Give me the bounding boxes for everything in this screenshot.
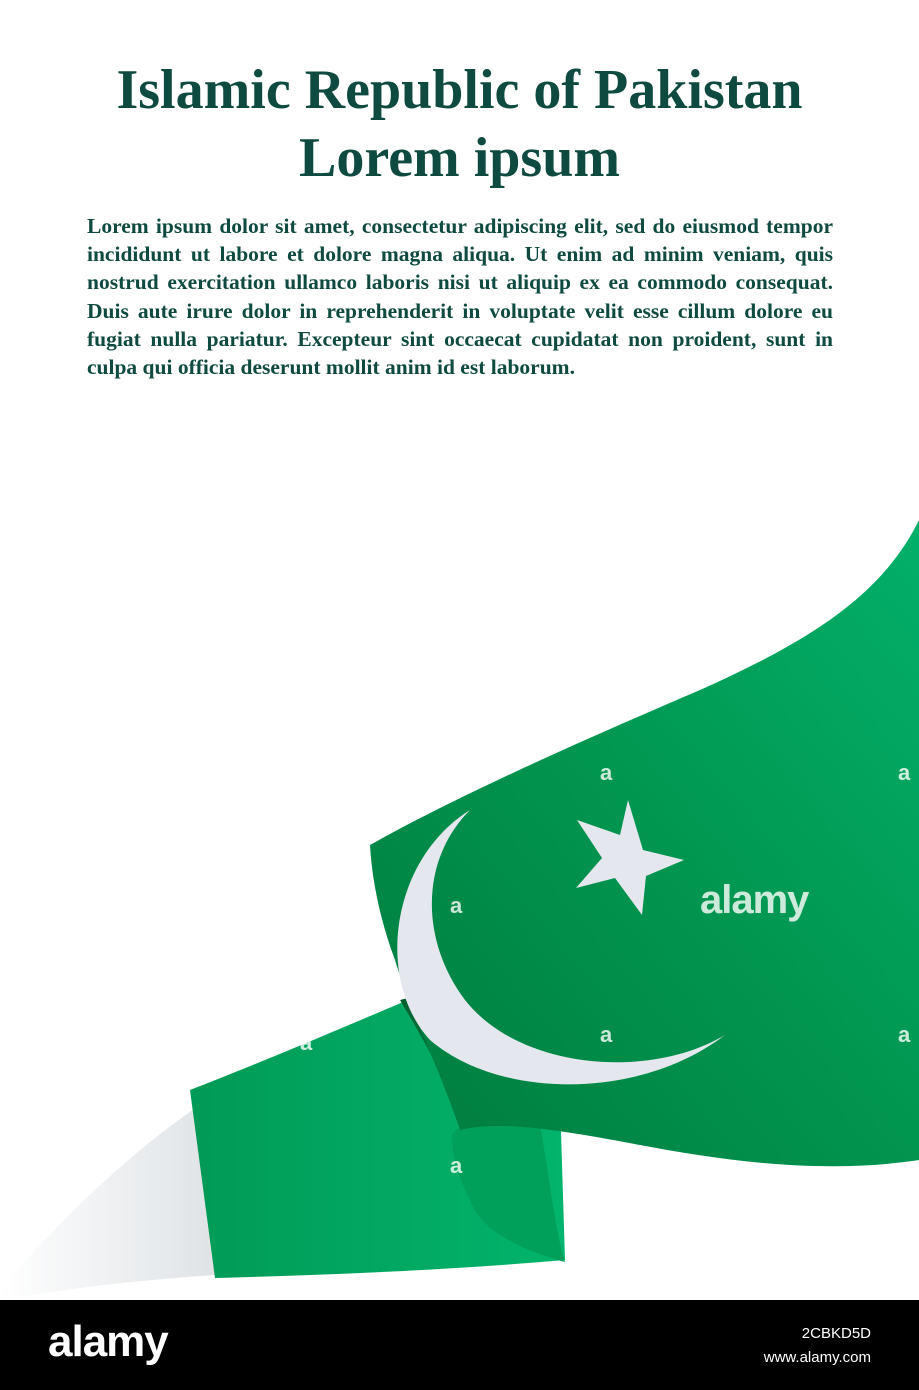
watermark-a-4: a: [600, 1022, 613, 1047]
alamy-logo: alamy: [48, 1317, 168, 1366]
site-url: www.alamy.com: [763, 1349, 871, 1366]
footer-bar: [0, 1300, 919, 1390]
body-paragraph: Lorem ipsum dolor sit amet, consectetur adipiscing elit, sed do eiusmod tempor incididunt ut labore et dolore magna aliqua. Ut enim ad minim veniam, quis nostrud exercitation ullamco laboris nisi ut aliquip ex ea commodo consequat. Duis aute irure dolor in reprehenderit in voluptate velit esse cillum dolore eu fugiat nulla pariatur. Excepteur sint occaecat cupidatat non proident, sunt in culpa qui officia deserunt mollit anim id est laborum.: [87, 214, 833, 380]
watermark-a-7: a: [300, 1030, 313, 1055]
title-line-2: Lorem ipsum: [299, 127, 620, 189]
image-id-block: [671, 1322, 871, 1370]
title-line-1: Islamic Republic of Pakistan: [116, 59, 803, 121]
watermark-alamy: alamy: [700, 878, 809, 922]
flag-white-tail: [0, 1095, 215, 1300]
watermark-a-1: a: [600, 760, 613, 785]
image-id: 2CBKD5D: [801, 1325, 871, 1342]
watermark-a-6: a: [450, 1153, 463, 1178]
watermark-a-3: a: [450, 893, 463, 918]
watermark-a-5: a: [898, 1022, 911, 1047]
watermark-a-2: a: [898, 760, 911, 785]
